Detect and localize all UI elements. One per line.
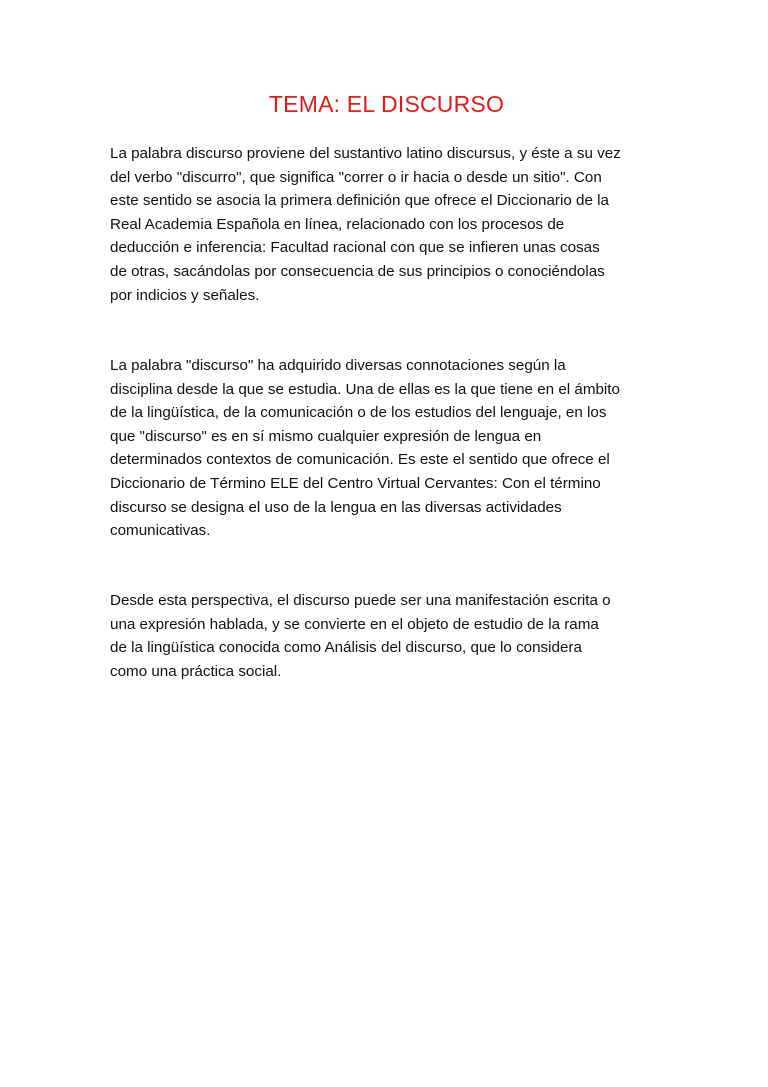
paragraph-line: disciplina desde la que se estudia. Una de ellas es la que tiene en el ámbito xyxy=(110,380,620,398)
paragraph-line: de la lingüística conocida como Análisis del discurso, que lo considera xyxy=(110,639,582,657)
paragraph-line: de otras, sacándolas por consecuencia de sus principios o conociéndolas xyxy=(110,262,605,280)
paragraph-line: comunicativas. xyxy=(110,522,211,540)
paragraph-line: Real Academia Española en línea, relacionado con los procesos de xyxy=(110,215,565,233)
paragraph-line: La palabra "discurso" ha adquirido diversas connotaciones según la xyxy=(110,357,566,374)
paragraph-line: del verbo "discurro", que significa "correr o ir hacia o desde un sitio". Con xyxy=(110,168,602,186)
paragraph-line: que "discurso" es en sí mismo cualquier expresión de lengua en xyxy=(110,427,542,445)
document-title: TEMA: EL DISCURSO xyxy=(268,91,505,117)
paragraph-1 xyxy=(110,142,670,307)
paragraph-3 xyxy=(110,589,670,683)
paragraph-line: La palabra discurso proviene del sustantivo latino discursus, y éste a su vez xyxy=(110,145,621,162)
paragraph-line: Desde esta perspectiva, el discurso puede ser una manifestación escrita o xyxy=(110,592,611,609)
paragraph-line: determinados contextos de comunicación. Es este el sentido que ofrece el xyxy=(110,451,610,469)
paragraph-line: deducción e inferencia: Facultad racional con que se infieren unas cosas xyxy=(110,239,600,257)
paragraph-line: Diccionario de Término ELE del Centro Virtual Cervantes: Con el término xyxy=(110,474,601,492)
paragraph-line: este sentido se asocia la primera definición que ofrece el Diccionario de la xyxy=(110,192,609,210)
paragraph-line: discurso se designa el uso de la lengua en las diversas actividades xyxy=(110,498,562,516)
paragraph-line: una expresión hablada, y se convierte en el objeto de estudio de la rama xyxy=(110,615,599,633)
paragraph-2 xyxy=(110,354,670,543)
paragraph-line: por indicios y señales. xyxy=(110,286,260,304)
paragraph-line: como una práctica social. xyxy=(110,662,282,680)
paragraph-line: de la lingüística, de la comunicación o de los estudios del lenguaje, en los xyxy=(110,404,607,422)
